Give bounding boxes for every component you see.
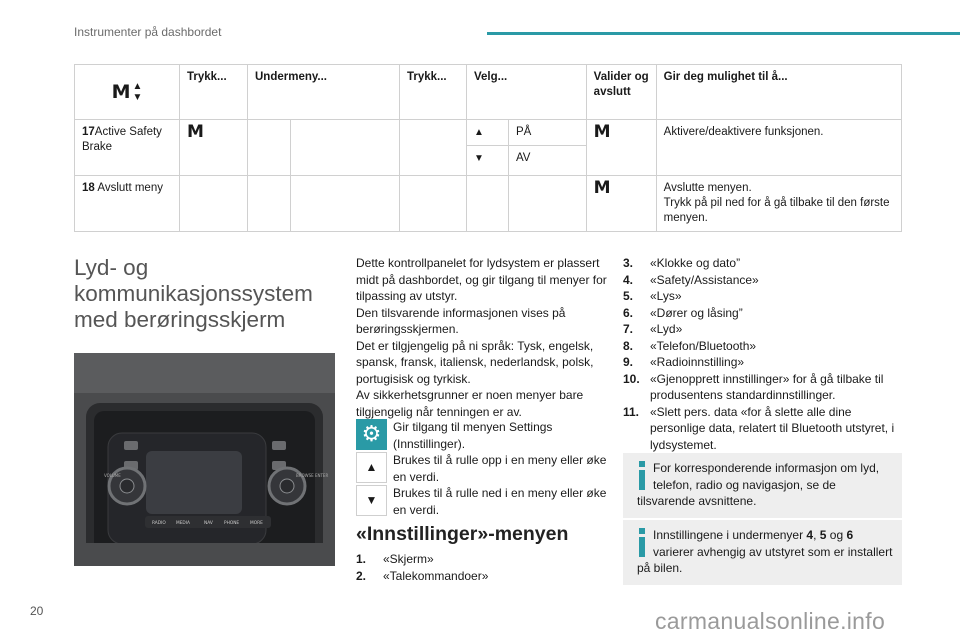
down-icon-row: ▼ Brukes til å rulle ned i en meny eller øke en verdi. — [356, 485, 612, 518]
table-head-icon-cell — [75, 65, 180, 120]
row-17-press — [180, 120, 248, 176]
menu-button-icon: M — [111, 80, 131, 103]
phone-button: PHONE — [224, 521, 240, 526]
intro-text: Dette kontrollpanelet for lydsystem er plassert midt på dashbordet, og gir tilgang til menyer for tilpassing av utstyr. Den tilsvarende informasjonen vises på berøringsskjermen. Det er tilgjengelig på ni språk: Tysk, engelsk, spansk, fransk, italiensk, nederlandsk, polsk, portugisisk og tyrkisk. Av sikkerhetsgrunner er noen menyer bare tilgjengelig når tenningen er av. — [356, 256, 607, 419]
row-17-label: 17Active Safety Brake — [75, 120, 180, 176]
table-row — [75, 120, 902, 146]
list-item: 2. «Talekommandoer» — [356, 568, 489, 583]
info-box-2: Innstillingene i undermenyer 4, 5 og 6 varierer avhengig av utstyret som er installert på bilen. — [623, 520, 902, 585]
list-item: 6. «Dører og låsing” — [623, 305, 743, 320]
list-item: 8. «Telefon/Bluetooth» — [623, 338, 757, 353]
up-icon-row: ▲ Brukes til å rulle opp i en meny eller øke en verdi. — [356, 452, 612, 485]
list-item: 3. «Klokke og dato” — [623, 256, 741, 270]
running-header: Instrumenter på dashbordet — [74, 25, 222, 39]
settings-list-start — [356, 551, 488, 584]
row-18-label: 18 Avslutt meny — [75, 176, 180, 232]
list-item: 5. «Lys» — [623, 289, 682, 303]
dashboard-photo — [74, 353, 335, 566]
menu-table — [74, 64, 902, 232]
arrow-up-icon: ▲ — [132, 81, 143, 92]
menu-button-icon: M — [593, 178, 611, 198]
col-header-allows: Gir deg mulighet til å... — [656, 65, 901, 120]
header-accent-bar — [487, 32, 960, 35]
col-header-press-2: Trykk... — [399, 65, 466, 120]
menu-button-icon: M — [593, 122, 611, 142]
radio-button: RADIO — [152, 521, 166, 526]
arrow-down-icon: ▼ — [356, 485, 387, 516]
info-box-1: For korresponderende informasjon om lyd, telefon, radio og navigasjon, se de tilsvarende avsnittene. — [623, 453, 902, 518]
list-item: 7. «Lyd» — [623, 322, 683, 336]
arrow-up-icon: ▲ — [356, 452, 387, 483]
list-item: 1. «Skjerm» — [356, 552, 434, 566]
row-17-desc: Aktivere/deaktivere funksjonen. — [656, 120, 901, 176]
list-item: 9. «Radioinnstilling» — [623, 355, 745, 369]
table-row — [75, 176, 902, 232]
list-item: 4. «Safety/Assistance» — [623, 272, 759, 287]
section-title: Lyd- og kommunikasjonssystem med berøringsskjerm — [74, 255, 313, 332]
row-17-validate — [586, 120, 656, 176]
arrow-down-icon: ▼ — [466, 146, 508, 176]
col-header-validate: Valider og avslutt — [586, 65, 656, 120]
row-18-validate — [586, 176, 656, 232]
info-icon — [637, 528, 647, 558]
browse-label: BROWSE ENTER — [296, 473, 329, 478]
col-header-submenu: Undermeny... — [248, 65, 400, 120]
settings-gear-icon: ⚙ — [356, 419, 387, 450]
col-header-select: Velg... — [466, 65, 586, 120]
row-18-desc: Avslutte menyen. Trykk på pil ned for å gå tilbake til den første menyen. — [656, 176, 901, 232]
media-button: MEDIA — [176, 521, 190, 526]
list-item: 10. «Gjenopprett innstillinger» for å gå tilbake til produsentens standardinnstillinger. — [623, 371, 884, 402]
more-button: MORE — [250, 521, 263, 526]
info-icon — [637, 461, 647, 491]
settings-menu-heading: «Innstillinger»-menyen — [356, 523, 569, 545]
option-on: PÅ — [508, 120, 586, 146]
menu-button-icon: M — [187, 122, 204, 142]
col-header-press: Trykk... — [180, 65, 248, 120]
settings-icon-row: ⚙ Gir tilgang til menyen Settings (Innstillinger). — [356, 419, 612, 452]
arrow-down-icon: ▼ — [132, 92, 143, 103]
list-item: 11. «Slett pers. data «for å slette alle dine personlige data, relatert til Bluetooth utstyret, i lydsystemet. — [623, 404, 895, 452]
settings-list-continued — [623, 255, 908, 453]
option-off: AV — [508, 146, 586, 176]
table-header-row — [75, 65, 902, 120]
page-number: 20 — [30, 604, 44, 618]
nav-button: NAV — [204, 521, 213, 526]
arrow-up-icon: ▲ — [466, 120, 508, 146]
watermark[interactable]: carmanualsonline.info — [655, 608, 886, 634]
volume-label: VOLUME — [104, 473, 121, 478]
